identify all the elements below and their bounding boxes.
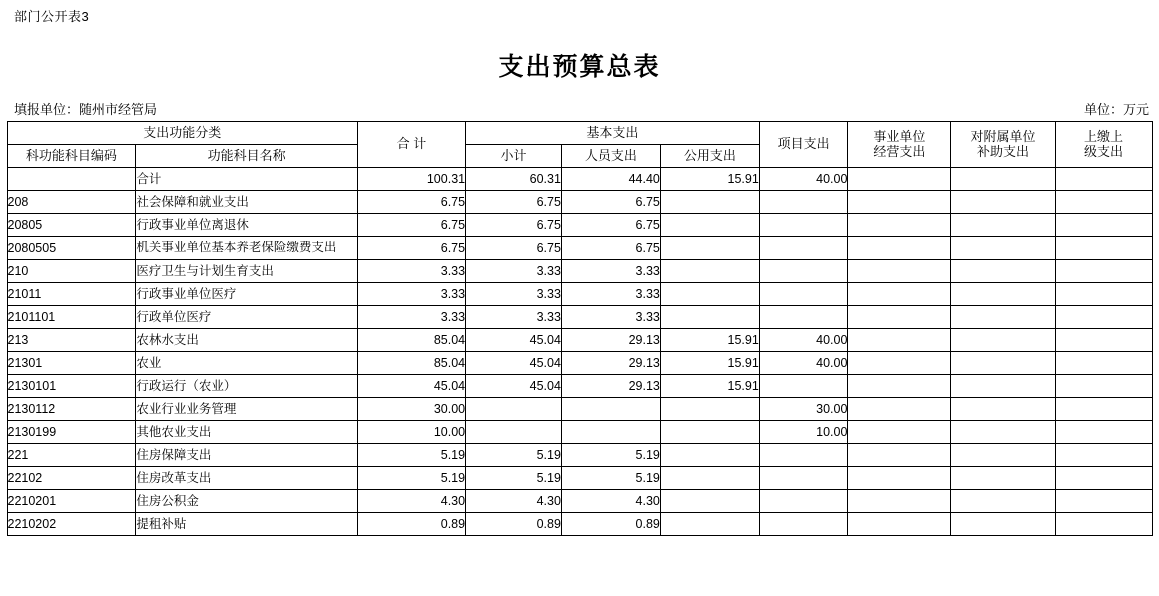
cell-subject-name: 行政事业单位医疗 [136, 283, 358, 306]
cell-total: 0.89 [357, 513, 465, 536]
cell-basic-personnel: 0.89 [561, 513, 660, 536]
measure-unit-label: 单位：万元 [1083, 102, 1149, 117]
cell-total: 3.33 [357, 260, 465, 283]
table-row [7, 421, 1152, 444]
cell-basic-subtotal: 45.04 [466, 329, 562, 352]
cell-project [759, 306, 848, 329]
cell-subsidy [951, 444, 1055, 467]
cell-upper-level [1055, 467, 1152, 490]
cell-upper-level [1055, 444, 1152, 467]
cell-project [759, 467, 848, 490]
cell-basic-personnel [561, 421, 660, 444]
cell-subject-code: 2130199 [7, 421, 136, 444]
header-subsidy-line2: 补助支出 [976, 143, 1029, 159]
cell-subsidy [951, 237, 1055, 260]
cell-basic-subtotal [466, 421, 562, 444]
cell-project: 40.00 [759, 352, 848, 375]
cell-subject-name: 提租补贴 [136, 513, 358, 536]
cell-basic-public [660, 191, 759, 214]
cell-project [759, 260, 848, 283]
table-row [7, 444, 1152, 467]
cell-subsidy [951, 421, 1055, 444]
cell-basic-subtotal: 45.04 [466, 352, 562, 375]
cell-operating [848, 283, 951, 306]
cell-upper-level [1055, 421, 1152, 444]
cell-subject-code: 2210202 [7, 513, 136, 536]
cell-total: 6.75 [357, 237, 465, 260]
table-header-row-1 [7, 122, 1152, 145]
cell-upper-level [1055, 352, 1152, 375]
cell-subject-name: 农业 [136, 352, 358, 375]
cell-subject-name: 行政单位医疗 [136, 306, 358, 329]
cell-operating [848, 444, 951, 467]
cell-upper-level [1055, 306, 1152, 329]
cell-subject-code: 2101101 [7, 306, 136, 329]
cell-operating [848, 375, 951, 398]
cell-total: 5.19 [357, 467, 465, 490]
cell-operating [848, 237, 951, 260]
reporting-unit-label: 填报单位：随州市经管局 [14, 102, 158, 117]
cell-operating [848, 168, 951, 191]
expenditure-budget-table [7, 121, 1153, 536]
cell-subject-code: 2130112 [7, 398, 136, 421]
cell-basic-subtotal: 0.89 [466, 513, 562, 536]
cell-subject-code: 21011 [7, 283, 136, 306]
header-subject-name: 功能科目名称 [136, 145, 358, 168]
cell-project [759, 283, 848, 306]
cell-subject-code: 2080505 [7, 237, 136, 260]
cell-project: 40.00 [759, 329, 848, 352]
cell-basic-personnel: 29.13 [561, 375, 660, 398]
table-row [7, 490, 1152, 513]
cell-subject-name: 住房保障支出 [136, 444, 358, 467]
cell-basic-public: 15.91 [660, 375, 759, 398]
cell-basic-personnel: 3.33 [561, 260, 660, 283]
cell-basic-personnel: 44.40 [561, 168, 660, 191]
header-basic-personnel: 人员支出 [561, 145, 660, 168]
cell-basic-personnel: 6.75 [561, 237, 660, 260]
cell-basic-subtotal: 5.19 [466, 467, 562, 490]
header-subject-code: 科功能科目编码 [7, 145, 136, 168]
cell-subsidy [951, 214, 1055, 237]
cell-upper-level [1055, 329, 1152, 352]
cell-subject-code [7, 168, 136, 191]
cell-subsidy [951, 329, 1055, 352]
cell-subject-code: 221 [7, 444, 136, 467]
cell-basic-personnel: 3.33 [561, 306, 660, 329]
cell-basic-personnel: 29.13 [561, 329, 660, 352]
cell-subject-code: 20805 [7, 214, 136, 237]
cell-project: 30.00 [759, 398, 848, 421]
cell-basic-personnel: 5.19 [561, 444, 660, 467]
cell-operating [848, 214, 951, 237]
cell-subject-code: 22102 [7, 467, 136, 490]
cell-basic-subtotal: 4.30 [466, 490, 562, 513]
cell-total: 3.33 [357, 283, 465, 306]
cell-subsidy [951, 513, 1055, 536]
cell-operating [848, 421, 951, 444]
cell-basic-subtotal: 60.31 [466, 168, 562, 191]
header-basic-expenditure: 基本支出 [466, 122, 760, 145]
header-total: 合 计 [357, 122, 465, 168]
cell-subsidy [951, 352, 1055, 375]
header-function-class: 支出功能分类 [7, 122, 357, 145]
cell-basic-public: 15.91 [660, 329, 759, 352]
cell-project: 10.00 [759, 421, 848, 444]
cell-total: 5.19 [357, 444, 465, 467]
table-row [7, 306, 1152, 329]
table-row [7, 467, 1152, 490]
cell-basic-public [660, 444, 759, 467]
header-subsidy-line1: 对附属单位 [970, 128, 1036, 144]
cell-total: 10.00 [357, 421, 465, 444]
cell-basic-public [660, 283, 759, 306]
cell-subject-code: 208 [7, 191, 136, 214]
cell-basic-public [660, 490, 759, 513]
cell-operating [848, 191, 951, 214]
cell-upper-level [1055, 168, 1152, 191]
cell-project [759, 513, 848, 536]
cell-basic-personnel: 4.30 [561, 490, 660, 513]
cell-subject-code: 21301 [7, 352, 136, 375]
header-project-expenditure: 项目支出 [759, 122, 848, 168]
cell-total: 3.33 [357, 306, 465, 329]
cell-basic-public [660, 214, 759, 237]
cell-total: 4.30 [357, 490, 465, 513]
cell-upper-level [1055, 375, 1152, 398]
table-header [7, 122, 1152, 168]
cell-basic-subtotal: 3.33 [466, 283, 562, 306]
cell-upper-level [1055, 398, 1152, 421]
cell-operating [848, 467, 951, 490]
table-row [7, 191, 1152, 214]
cell-basic-subtotal: 6.75 [466, 237, 562, 260]
cell-upper-level [1055, 283, 1152, 306]
cell-total: 30.00 [357, 398, 465, 421]
cell-subject-code: 210 [7, 260, 136, 283]
cell-operating [848, 513, 951, 536]
cell-project [759, 444, 848, 467]
cell-subsidy [951, 467, 1055, 490]
cell-upper-level [1055, 260, 1152, 283]
cell-subject-name: 合计 [136, 168, 358, 191]
cell-total: 6.75 [357, 191, 465, 214]
header-upper-line1: 上缴上 [1084, 128, 1124, 144]
form-number-label: 部门公开表3 [14, 9, 90, 24]
cell-subsidy [951, 283, 1055, 306]
cell-subject-name: 农林水支出 [136, 329, 358, 352]
header-operating-line2: 经营支出 [873, 143, 926, 159]
table-row [7, 375, 1152, 398]
cell-total: 45.04 [357, 375, 465, 398]
cell-project: 40.00 [759, 168, 848, 191]
table-row [7, 168, 1152, 191]
cell-basic-public [660, 306, 759, 329]
cell-total: 85.04 [357, 329, 465, 352]
cell-upper-level [1055, 214, 1152, 237]
cell-basic-personnel: 3.33 [561, 283, 660, 306]
cell-operating [848, 329, 951, 352]
cell-subject-name: 住房公积金 [136, 490, 358, 513]
cell-subject-name: 农业行业业务管理 [136, 398, 358, 421]
header-upper-line2: 级支出 [1084, 143, 1124, 159]
cell-subsidy [951, 168, 1055, 191]
header-basic-public: 公用支出 [660, 145, 759, 168]
cell-basic-subtotal [466, 398, 562, 421]
table-row [7, 352, 1152, 375]
cell-subject-name-text: 机关事业单位基本养老保险缴费支出 [136, 241, 337, 255]
cell-basic-public [660, 237, 759, 260]
cell-subject-name: 行政运行（农业） [136, 375, 358, 398]
cell-operating [848, 352, 951, 375]
cell-subject-name [136, 237, 358, 260]
cell-basic-subtotal: 45.04 [466, 375, 562, 398]
cell-operating [848, 490, 951, 513]
cell-basic-personnel: 6.75 [561, 214, 660, 237]
table-row [7, 398, 1152, 421]
table-body [7, 168, 1152, 536]
cell-upper-level [1055, 237, 1152, 260]
cell-basic-personnel: 29.13 [561, 352, 660, 375]
cell-basic-subtotal: 5.19 [466, 444, 562, 467]
cell-basic-public: 15.91 [660, 352, 759, 375]
cell-upper-level [1055, 191, 1152, 214]
cell-subject-code: 2130101 [7, 375, 136, 398]
cell-basic-personnel: 6.75 [561, 191, 660, 214]
cell-subsidy [951, 306, 1055, 329]
cell-subject-name: 社会保障和就业支出 [136, 191, 358, 214]
cell-total: 100.31 [357, 168, 465, 191]
cell-operating [848, 306, 951, 329]
cell-subsidy [951, 398, 1055, 421]
table-row [7, 513, 1152, 536]
table-row [7, 260, 1152, 283]
table-row [7, 329, 1152, 352]
cell-project [759, 191, 848, 214]
cell-subject-code: 2210201 [7, 490, 136, 513]
page-title: 支出预算总表 [498, 54, 661, 81]
header-subsidy-expenditure [951, 122, 1055, 168]
cell-subsidy [951, 375, 1055, 398]
cell-basic-subtotal: 6.75 [466, 214, 562, 237]
cell-subject-name: 其他农业支出 [136, 421, 358, 444]
cell-subject-code: 213 [7, 329, 136, 352]
cell-basic-public [660, 513, 759, 536]
header-operating-line1: 事业单位 [873, 128, 926, 144]
cell-project [759, 214, 848, 237]
cell-basic-public: 15.91 [660, 168, 759, 191]
cell-basic-public [660, 260, 759, 283]
header-operating-expenditure [848, 122, 951, 168]
cell-basic-personnel: 5.19 [561, 467, 660, 490]
cell-subject-name: 医疗卫生与计划生育支出 [136, 260, 358, 283]
cell-project [759, 237, 848, 260]
meta-row [6, 99, 1153, 121]
cell-project [759, 490, 848, 513]
cell-subsidy [951, 490, 1055, 513]
cell-basic-public [660, 398, 759, 421]
table-row [7, 283, 1152, 306]
cell-upper-level [1055, 490, 1152, 513]
cell-subject-name: 行政事业单位离退休 [136, 214, 358, 237]
cell-basic-personnel [561, 398, 660, 421]
cell-upper-level [1055, 513, 1152, 536]
cell-total: 85.04 [357, 352, 465, 375]
cell-total: 6.75 [357, 214, 465, 237]
table-row [7, 214, 1152, 237]
table-row [7, 237, 1152, 260]
cell-basic-subtotal: 3.33 [466, 260, 562, 283]
cell-operating [848, 260, 951, 283]
header-upper-level-expenditure [1055, 122, 1152, 168]
cell-project [759, 375, 848, 398]
cell-subject-name: 住房改革支出 [136, 467, 358, 490]
cell-basic-public [660, 421, 759, 444]
cell-subsidy [951, 260, 1055, 283]
cell-subsidy [951, 191, 1055, 214]
header-basic-subtotal: 小计 [466, 145, 562, 168]
cell-basic-subtotal: 3.33 [466, 306, 562, 329]
cell-basic-public [660, 467, 759, 490]
cell-operating [848, 398, 951, 421]
cell-basic-subtotal: 6.75 [466, 191, 562, 214]
